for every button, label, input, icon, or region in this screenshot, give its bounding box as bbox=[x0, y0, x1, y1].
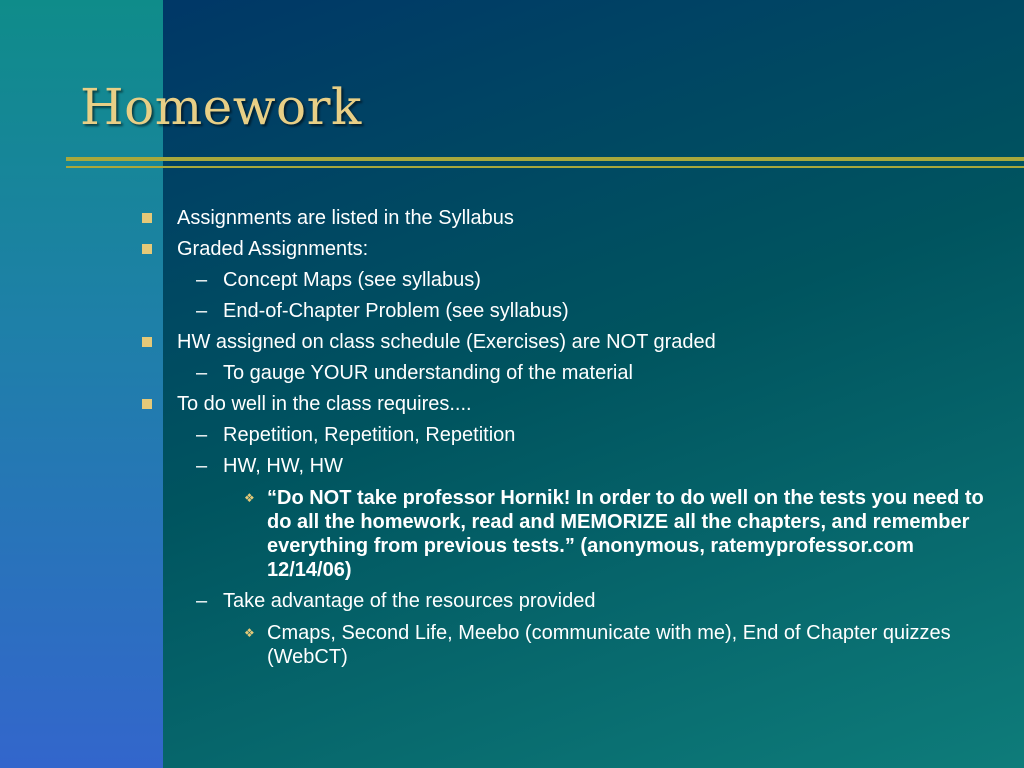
dash-bullet-icon: – bbox=[196, 300, 208, 322]
diamond-bullet-icon: ❖ bbox=[244, 491, 255, 505]
square-bullet-icon bbox=[142, 337, 152, 347]
list-subitem bbox=[140, 358, 1000, 389]
dash-bullet-icon: – bbox=[196, 269, 208, 291]
list-item-text: Repetition, Repetition, Repetition bbox=[223, 424, 516, 446]
slide-title: Homework bbox=[80, 78, 362, 136]
list-item bbox=[140, 234, 1000, 265]
title-rule-top bbox=[66, 157, 1024, 161]
list-item-text: To gauge YOUR understanding of the material bbox=[223, 362, 633, 384]
square-bullet-icon bbox=[142, 244, 152, 254]
list-item-text: Take advantage of the resources provided bbox=[223, 590, 596, 612]
dash-bullet-icon: – bbox=[196, 590, 208, 612]
list-item bbox=[140, 389, 1000, 420]
quote-text: “Do NOT take professor Hornik! In order to do well on the tests you need to do all the homework, read and MEMORIZE all the chapters, and remember everything from previous tests.” (anonymous, ratemyprofessor.com 12/14/06) bbox=[267, 487, 984, 581]
list-subitem bbox=[140, 265, 1000, 296]
list-subsubitem bbox=[140, 621, 1000, 669]
list-item-text: Graded Assignments: bbox=[177, 238, 369, 260]
list-subitem bbox=[140, 420, 1000, 451]
square-bullet-icon bbox=[142, 399, 152, 409]
list-subitem bbox=[140, 296, 1000, 327]
list-subitem bbox=[140, 586, 1000, 617]
bullet-list bbox=[140, 203, 1000, 669]
title-rule-bottom bbox=[66, 166, 1024, 168]
quote-item bbox=[140, 486, 1000, 582]
list-subitem bbox=[140, 451, 1000, 482]
list-item-text: Cmaps, Second Life, Meebo (communicate with me), End of Chapter quizzes (WebCT) bbox=[267, 622, 951, 668]
dash-bullet-icon: – bbox=[196, 362, 208, 384]
list-item-text: End-of-Chapter Problem (see syllabus) bbox=[223, 300, 569, 322]
square-bullet-icon bbox=[142, 213, 152, 223]
dash-bullet-icon: – bbox=[196, 455, 208, 477]
list-item-text: HW, HW, HW bbox=[223, 455, 343, 477]
list-item bbox=[140, 203, 1000, 234]
list-item-text: Assignments are listed in the Syllabus bbox=[177, 207, 514, 229]
list-item-text: To do well in the class requires.... bbox=[177, 393, 472, 415]
list-item-text: Concept Maps (see syllabus) bbox=[223, 269, 481, 291]
list-item bbox=[140, 327, 1000, 358]
diamond-bullet-icon: ❖ bbox=[244, 626, 255, 640]
list-item-text: HW assigned on class schedule (Exercises) are NOT graded bbox=[177, 331, 716, 353]
dash-bullet-icon: – bbox=[196, 424, 208, 446]
